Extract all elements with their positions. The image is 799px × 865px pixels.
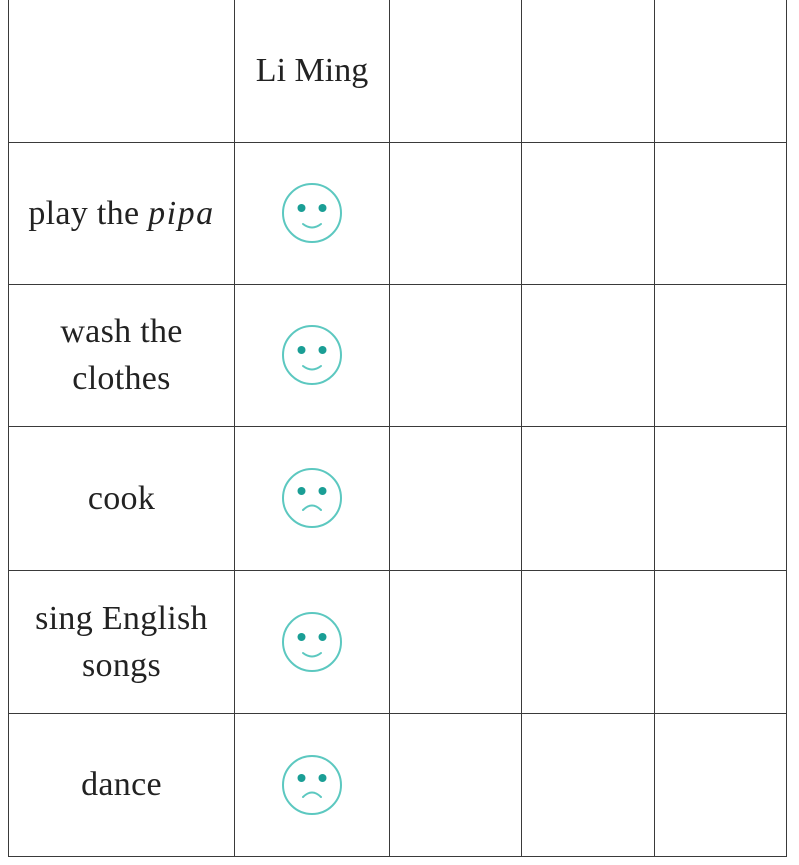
blank-cell[interactable] (522, 713, 655, 856)
frown-icon (280, 466, 344, 530)
blank-cell[interactable] (522, 284, 655, 426)
blank-cell[interactable] (522, 142, 655, 284)
activity-label (9, 308, 234, 402)
blank-cell[interactable] (655, 713, 787, 856)
blank-cell[interactable] (390, 713, 522, 856)
smile-icon (280, 323, 344, 387)
face-cell (235, 570, 390, 713)
face-cell (235, 142, 390, 284)
activity-text: cook (87, 479, 156, 517)
blank-cell[interactable] (655, 142, 787, 284)
table-row (9, 426, 787, 570)
header-row (9, 0, 787, 142)
blank-cell[interactable] (522, 426, 655, 570)
activity-label (9, 595, 234, 689)
blank-header-cell-1[interactable] (390, 0, 522, 142)
blank-cell[interactable] (522, 570, 655, 713)
blank-header-cell-3[interactable] (655, 0, 787, 142)
activity-cell (9, 713, 235, 856)
activity-cell (9, 284, 235, 426)
activity-cell (9, 426, 235, 570)
activity-text: dance (81, 766, 162, 803)
person-name: Li Ming (255, 51, 369, 89)
blank-cell[interactable] (655, 426, 787, 570)
activity-text: wash the clothes (60, 313, 183, 397)
smile-icon (280, 610, 344, 674)
blank-cell[interactable] (390, 142, 522, 284)
person-header-cell (235, 0, 390, 142)
frown-icon (280, 753, 344, 817)
smile-icon (280, 181, 344, 245)
activity-label (9, 761, 234, 808)
survey-table (8, 0, 787, 857)
table-row (9, 570, 787, 713)
activity-cell (9, 570, 235, 713)
activity-label (9, 190, 234, 237)
blank-cell[interactable] (390, 570, 522, 713)
blank-cell[interactable] (655, 570, 787, 713)
activity-italic-text: pipa (148, 194, 215, 232)
table-row (9, 713, 787, 856)
face-cell (235, 426, 390, 570)
activity-cell (9, 142, 235, 284)
table-row (9, 284, 787, 426)
corner-cell (9, 0, 235, 142)
table-row (9, 142, 787, 284)
blank-cell[interactable] (390, 426, 522, 570)
blank-cell[interactable] (655, 284, 787, 426)
blank-header-cell-2[interactable] (522, 0, 655, 142)
activity-text: sing English songs (35, 599, 208, 684)
face-cell (235, 284, 390, 426)
activity-label (9, 475, 234, 522)
activity-text: play the (28, 194, 149, 232)
blank-cell[interactable] (390, 284, 522, 426)
face-cell (235, 713, 390, 856)
